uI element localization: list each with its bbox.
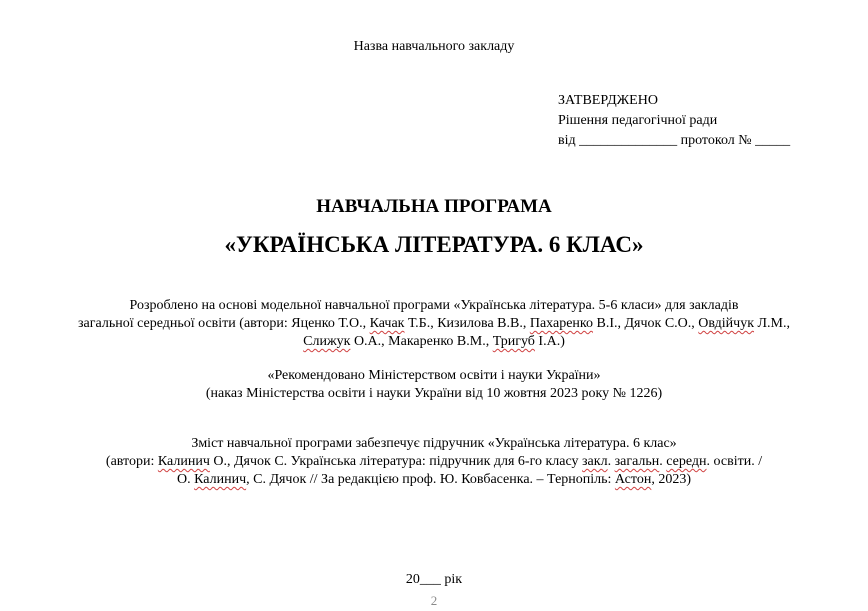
basis-text: В.І., Дячок С.О.,: [593, 316, 699, 331]
textbook-text: . освіти. /: [706, 454, 763, 469]
basis-text: О.А., Макаренко В.М.,: [350, 334, 493, 349]
year-line: 20___ рік: [405, 572, 463, 587]
spellcheck-word: Качак: [369, 316, 405, 331]
basis-line-1: Розроблено на основі модельної навчальної програми «Українська література. 5-6 класи» для закладів: [129, 298, 739, 313]
spellcheck-word: Калинич: [194, 472, 247, 487]
textbook-text: (автори:: [105, 454, 158, 469]
spellcheck-word: Пахаренко: [529, 316, 593, 331]
spellcheck-word: загальн: [614, 454, 660, 469]
approval-date-protocol: від ______________ протокол № _____: [558, 133, 791, 148]
textbook-text: , 2023): [651, 472, 691, 487]
program-title: НАВЧАЛЬНА ПРОГРАМА: [316, 196, 552, 217]
recommendation-line-1: «Рекомендовано Міністерством освіти і науки України»: [267, 368, 601, 383]
spellcheck-word: закл: [582, 454, 608, 469]
recommendation-line-2: (наказ Міністерства освіти і науки України від 10 жовтня 2023 року № 1226): [205, 386, 663, 401]
textbook-line-2: [0, 453, 868, 470]
textbook-text: О.: [176, 472, 195, 487]
institution-name: Назва навчального закладу: [353, 39, 515, 54]
basis-text: І.А.): [534, 334, 565, 349]
spellcheck-word: Слижук: [303, 334, 351, 349]
basis-text: загальної середньої освіти (автори: Яценко Т.О.,: [78, 316, 370, 331]
textbook-line-3: [0, 471, 868, 488]
basis-line-2: [0, 315, 868, 332]
spellcheck-word: Тригуб: [492, 334, 535, 349]
textbook-text: .: [659, 454, 667, 469]
spellcheck-word: середн: [666, 454, 707, 469]
basis-text: Т.Б., Кизилова В.В.,: [404, 316, 530, 331]
textbook-text: , С. Дячок // За редакцією проф. Ю. Ковбасенка. – Тернопіль:: [246, 472, 615, 487]
basis-text: Л.М.,: [754, 316, 790, 331]
textbook-line-1: Зміст навчальної програми забезпечує підручник «Українська література. 6 клас»: [191, 436, 677, 451]
page-number: 2: [430, 593, 438, 608]
textbook-text: .: [607, 454, 615, 469]
program-subtitle: «УКРАЇНСЬКА ЛІТЕРАТУРА. 6 КЛАС»: [224, 232, 644, 257]
basis-line-3: [0, 333, 868, 350]
approval-status: ЗАТВЕРДЖЕНО: [558, 93, 658, 108]
spellcheck-word: Овдійчук: [698, 316, 755, 331]
spellcheck-word: Калинич: [157, 454, 210, 469]
textbook-text: О., Дячок С. Українська література: підручник для 6-го класу: [209, 454, 583, 469]
approval-decision: Рішення педагогічної ради: [558, 113, 718, 128]
spellcheck-word: Астон: [614, 472, 652, 487]
